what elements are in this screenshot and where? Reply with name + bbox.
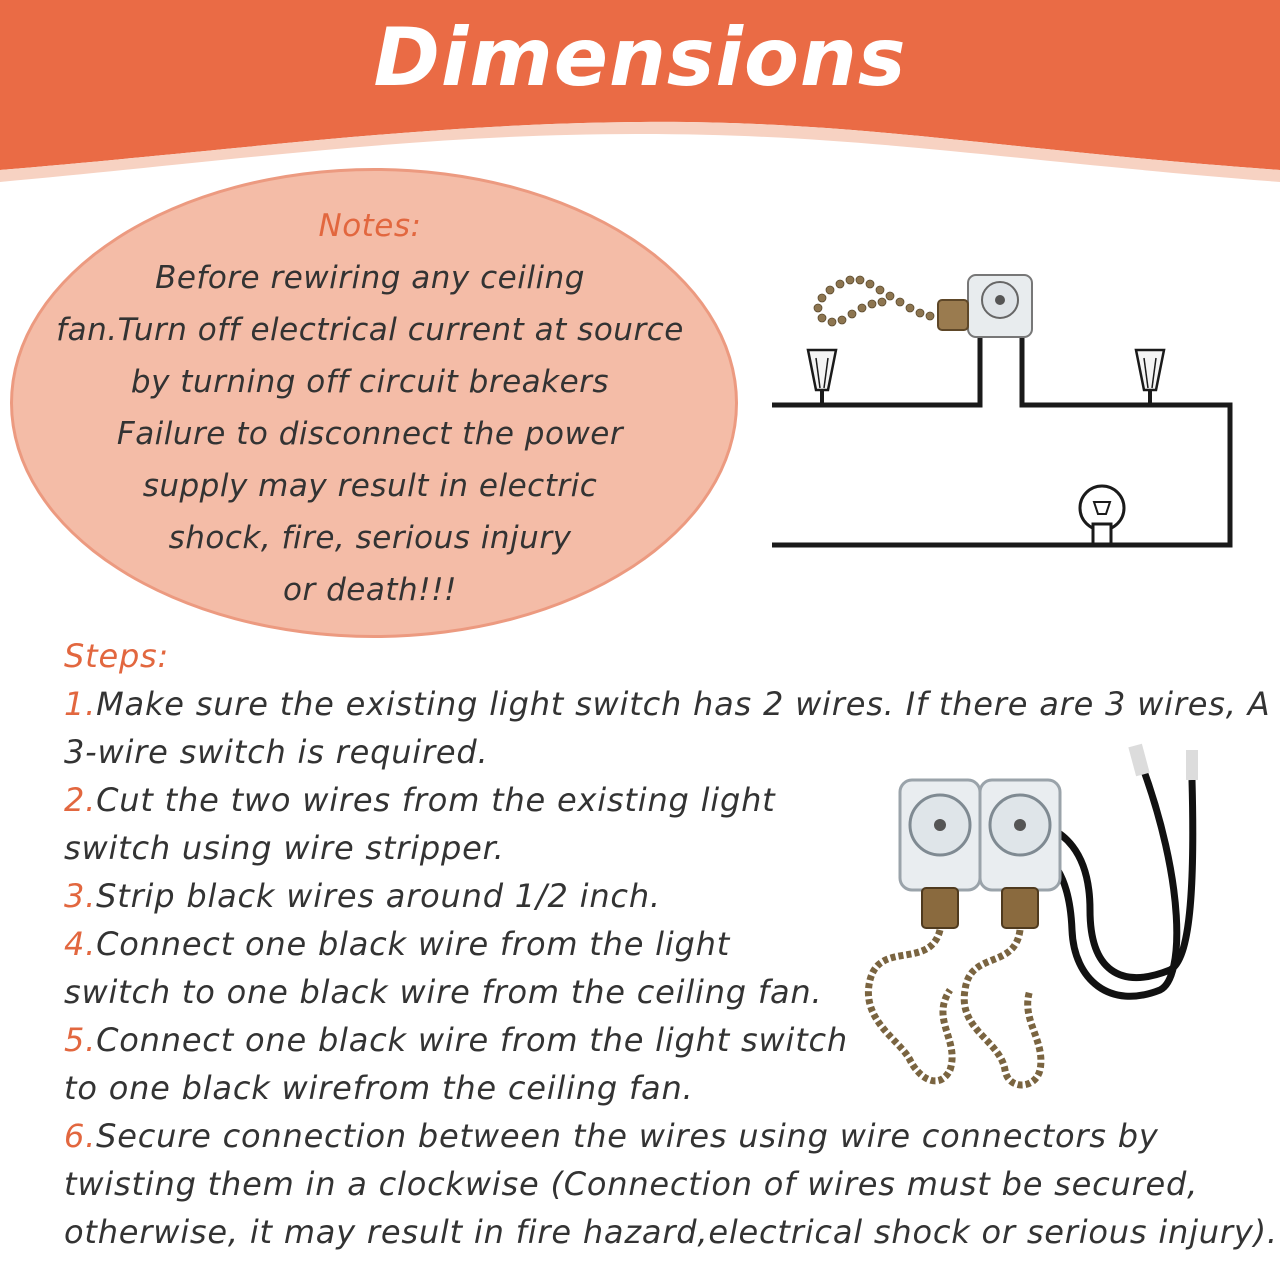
steps-label: Steps: — [64, 637, 170, 675]
step-number: 2. — [64, 781, 97, 819]
page-title: Dimensions — [373, 11, 907, 104]
step-line: switch using wire stripper. — [64, 829, 505, 867]
step-line — [64, 920, 1254, 968]
step-text: Strip black wires around 1/2 inch. — [96, 877, 661, 915]
step-line: to one black wirefrom the ceiling fan. — [64, 1069, 694, 1107]
notes-line: or death!!! — [283, 572, 457, 608]
step-line — [64, 680, 1271, 728]
step-text: Make sure the existing light switch has 2 wires. If there are 3 wires, A — [96, 685, 1271, 723]
step-text: Connect one black wire from the light switch — [96, 1021, 849, 1059]
notes-label: Notes: — [318, 208, 422, 244]
step-line — [64, 1112, 1254, 1160]
step-text: Cut the two wires from the existing light — [96, 781, 776, 819]
step-text: Connect one black wire from the light — [96, 925, 731, 963]
step-number: 4. — [64, 925, 97, 963]
step-number: 3. — [64, 877, 97, 915]
steps-section — [64, 632, 1278, 1256]
notes-line: Failure to disconnect the power — [116, 416, 624, 452]
step-line — [64, 872, 1254, 920]
notes-line: shock, fire, serious injury — [168, 520, 572, 556]
step-line: twisting them in a clockwise (Connection of wires must be secured, — [64, 1165, 1199, 1203]
step-number: 6. — [64, 1117, 97, 1155]
notes-line: Before rewiring any ceiling — [155, 260, 585, 296]
step-number: 1. — [64, 685, 97, 723]
step-line: 3-wire switch is required. — [64, 733, 489, 771]
notes-text — [40, 200, 700, 616]
step-number: 5. — [64, 1021, 97, 1059]
step-text: Secure connection between the wires using wire connectors by — [96, 1117, 1159, 1155]
wiring-diagram-icon — [760, 250, 1260, 570]
notes-line: fan.Turn off electrical current at source — [56, 312, 684, 348]
step-line: switch to one black wire from the ceiling fan. — [64, 973, 823, 1011]
step-line — [64, 1016, 1254, 1064]
step-line: otherwise, it may result in fire hazard,electrical shock or serious injury). — [64, 1213, 1278, 1251]
notes-line: supply may result in electric — [142, 468, 598, 504]
notes-line: by turning off circuit breakers — [130, 364, 610, 400]
step-line — [64, 776, 1254, 824]
